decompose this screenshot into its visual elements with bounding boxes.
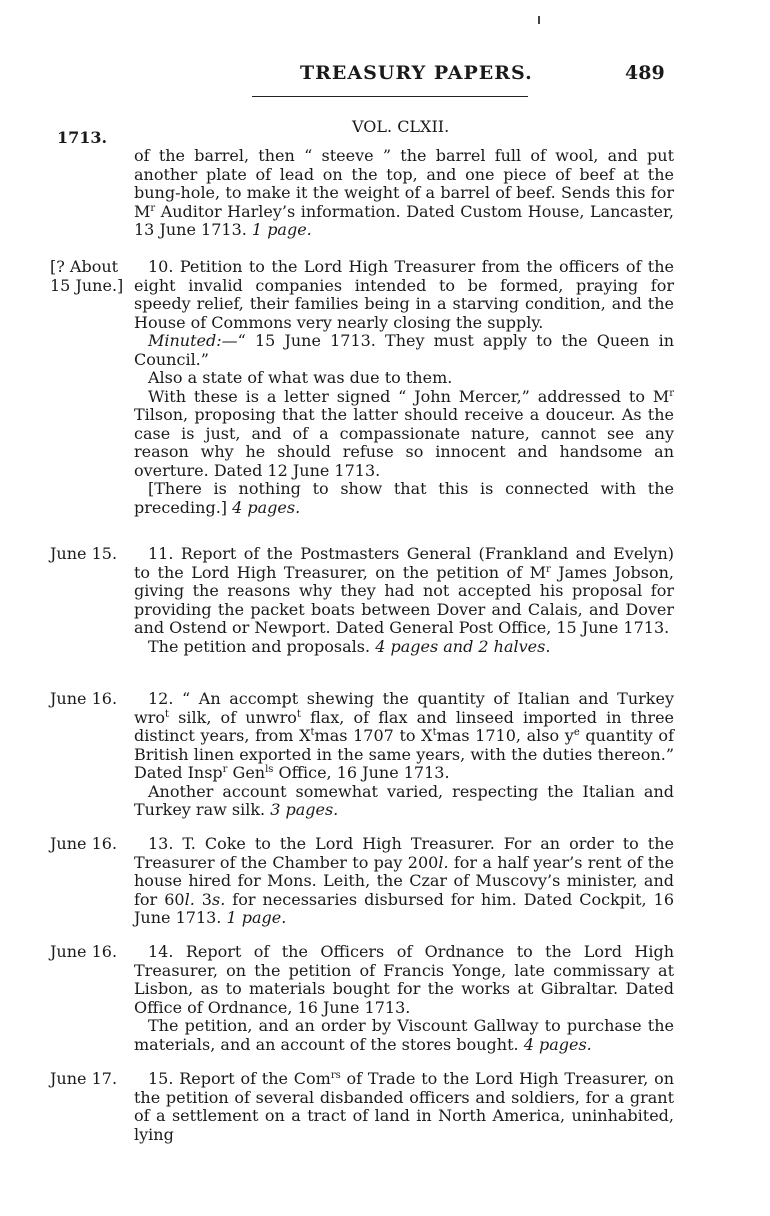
page-extent: 4 pages and 2 halves. (375, 636, 551, 656)
margin-date: June 16. (50, 942, 118, 961)
paragraph (134, 1017, 674, 1054)
header-rule (252, 96, 528, 97)
entry-14 (50, 943, 690, 1054)
entry-12 (50, 690, 690, 820)
running-title: TREASURY PAPERS. (300, 62, 533, 84)
entry-body (134, 943, 674, 1054)
minuted-label: Minuted:— (148, 331, 238, 350)
paragraph-text: The petition and proposals. (148, 636, 371, 656)
minute-text: “ 15 June 1713. They must apply to the Queen in Council.” (134, 331, 674, 369)
page-number: 489 (625, 62, 665, 84)
paragraph: of the barrel, then “ steeve ” the barrel full of wool, and put another plate of lead on the top, and one piece of beef at the bung-hole, to make it the weight of a barrel of beef. Sends this for $M^r$ Auditor Harley’s information. Dated Custom House, Lancaster, 13 June 1713. 1 page. (134, 146, 674, 239)
entry-15 (50, 1070, 690, 1144)
page-extent: 4 pages. (232, 497, 301, 517)
margin-date: June 17. (50, 1069, 118, 1088)
entry-body (134, 835, 674, 928)
minute-paragraph (134, 332, 674, 369)
page-extent: 1 page. (251, 220, 312, 239)
paragraph (134, 638, 674, 657)
paragraph-text: The petition, and an order by Viscount Gallway to purchase the materials, and an account of the stores bought. (134, 1016, 674, 1054)
paragraph: 13. T. Coke to the Lord High Treasurer. For an order to the Treasurer of the Chamber to pay 200l. for a half year’s rent of the house hired for Mons. Leith, the Czar of Muscovy’s minister, and for 60l. 3s. for necessaries disbursed for him. Dated Cockpit, 16 June 1713. 1 page. (134, 834, 675, 927)
page-extent: 4 pages. (523, 1034, 592, 1054)
entry-body (134, 147, 674, 240)
entry-continuation (50, 147, 690, 240)
entry-body (134, 258, 674, 517)
paragraph-text: Another account somewhat varied, respecting the Italian and Turkey raw silk. (134, 781, 674, 819)
note-text: [There is nothing to show that this is connected with the preceding.] (134, 479, 674, 517)
entry-body (134, 545, 674, 656)
page-extent: 3 pages. (270, 800, 339, 819)
year-margin: 1713. (57, 128, 108, 147)
margin-date: June 15. (50, 544, 118, 563)
entry-body (134, 1070, 674, 1144)
paragraph: 10. Petition to the Lord High Treasurer from the officers of the eight invalid companies intended to be formed, praying for speedy relief, their families being in a starving condition, and the House of Commons very nearly closing the supply. (134, 257, 674, 332)
paragraph: Also a state of what was due to them. (148, 368, 453, 387)
page-header (0, 62, 770, 88)
entry-body (134, 690, 674, 820)
margin-date: June 16. (50, 689, 118, 708)
margin-date: [? About 15 June.] (50, 257, 124, 295)
paragraph: With these is a letter signed “ John Mercer,” addressed to $M^r$ Tilson, proposing that the latter should receive a douceur. As the case is just, and of a compassionate nature, cannot see any reason why he should refuse so innocent and handsome an overture. Dated 12 June 1713. (134, 386, 674, 480)
entry-11 (50, 545, 690, 656)
entry-13 (50, 835, 690, 928)
paragraph: 11. Report of the Postmasters General (Frankland and Evelyn) to the Lord High Treasurer, on the petition of $M^r$ James Jobson, giving the reasons why they had not accepted his proposal for providing the packet boats between Dover and Calais, and Dover and Ostend or Newport. Dated General Post Office, 15 June 1713. (134, 544, 675, 637)
paragraph (134, 783, 674, 820)
print-mark (538, 16, 540, 24)
paragraph: 14. Report of the Officers of Ordnance to the Lord High Treasurer, on the petition of Francis Yonge, late commissary at Lisbon, as to materials bought for the works at Gibraltar. Dated Office of Ordnance, 16 June 1713. (134, 942, 674, 1017)
paragraph: 15. Report of the Com$^{rs}$ of Trade to the Lord High Treasurer, on the petition of several disbanded officers and soldiers, for a grant of a settlement on a tract of land in North America, uninhabited, lying (134, 1069, 674, 1144)
paragraph (134, 480, 674, 517)
margin-date: June 16. (50, 834, 118, 853)
volume-heading: VOL. CLXII. (352, 117, 450, 136)
entry-10 (50, 258, 690, 517)
paragraph: 12. “ An accompt shewing the quantity of Italian and Turkey wro$^t$ silk, of unwro$^t$ flax, of flax and linseed imported in three distinct years, from $X^tmas$ 1707 to $X^tmas$ 1710, also $y^e$ quantity of British linen exported in the same years, with the duties thereon.” Dated Insp$^r$ Gen$^{ls}$ Office, 16 June 1713. (134, 689, 675, 782)
page-extent: 1 page. (226, 908, 287, 927)
